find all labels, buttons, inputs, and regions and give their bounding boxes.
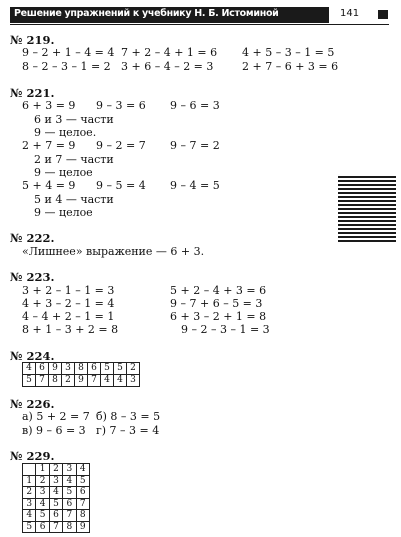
table-cell: 7 [49,521,62,533]
table-cell: 6 [63,498,76,510]
table-cell: 3 [63,464,76,476]
exercise-219-label: № 219. [10,33,55,47]
ex221-expr: 9 – 6 = 3 [170,99,220,112]
exercise-223-label: № 223. [10,270,55,284]
table-cell: 7 [88,375,101,387]
ex219-line: 7 + 2 – 4 + 1 = 6 [121,46,218,59]
table-cell: 6 [36,363,49,375]
table-cell: 9 [75,375,88,387]
ex221-note: 5 и 4 — части [34,193,114,206]
table-cell: 5 [114,363,127,375]
table-cell: 1 [36,464,49,476]
table-cell: 6 [88,363,101,375]
table-cell: 6 [36,521,49,533]
table-cell: 4 [23,363,36,375]
exercise-222-label: № 222. [10,231,55,245]
table-cell: 4 [23,510,36,522]
page-marker [378,10,388,19]
ex223-right-line: 9 – 2 – 3 – 1 = 3 [181,323,270,336]
ex223-left-line: 4 – 4 + 2 – 1 = 1 [22,310,115,323]
exercise-226-label: № 226. [10,397,55,411]
table-cell: 9 [49,363,62,375]
ex221-expr: 9 – 5 = 4 [96,179,146,192]
table-row [23,475,90,487]
ex219-line: 3 + 6 – 4 – 2 = 3 [121,60,214,73]
ex219-line: 2 + 7 – 6 + 3 = 6 [242,60,339,73]
table-cell: 8 [76,510,89,522]
ex226-item-a: а) 5 + 2 = 7 [22,410,90,423]
table-cell: 3 [62,363,75,375]
table-cell: 4 [49,487,62,499]
table-cell: 4 [101,375,114,387]
table-cell: 4 [63,475,76,487]
table-cell: 4 [36,498,49,510]
table-row [23,487,90,499]
ex221-expr: 5 + 4 = 9 [22,179,76,192]
table-cell: 5 [101,363,114,375]
ex221-note: 9 — целое [34,206,93,219]
ex221-note: 9 — целое [34,166,93,179]
table-cell: 1 [23,475,36,487]
table-cell: 8 [63,521,76,533]
ex221-expr: 2 + 7 = 9 [22,139,76,152]
table-cell: 2 [127,363,140,375]
ex223-left-line: 4 + 3 – 2 – 1 = 4 [22,297,115,310]
table-cell: 2 [36,475,49,487]
ex226-item-v: в) 9 – 6 = 3 [22,424,86,437]
ex219-line: 8 – 2 – 3 – 1 = 2 [22,60,111,73]
ex221-note: 6 и 3 — части [34,113,114,126]
table-cell: 2 [62,375,75,387]
side-stripes [338,176,396,245]
table-cell: 5 [36,510,49,522]
table-cell: 5 [49,498,62,510]
exercise-229-label: № 229. [10,449,55,463]
ex221-expr: 9 – 4 = 5 [170,179,220,192]
table-cell: 6 [76,487,89,499]
ex221-expr: 9 – 7 = 2 [170,139,220,152]
ex224-table [22,362,140,387]
table-row [23,375,140,387]
ex221-note: 9 — целое. [34,126,97,139]
table-cell: 9 [76,521,89,533]
ex221-note: 2 и 7 — части [34,153,114,166]
table-cell: 3 [127,375,140,387]
table-cell: 7 [36,375,49,387]
ex223-right-line: 5 + 2 – 4 + 3 = 6 [170,284,267,297]
table-cell: 2 [23,487,36,499]
table-cell: 4 [76,464,89,476]
ex221-expr: 9 – 2 = 7 [96,139,146,152]
exercise-224-label: № 224. [10,349,55,363]
table-cell: 5 [76,475,89,487]
table-cell: 3 [36,487,49,499]
ex221-expr: 9 – 3 = 6 [96,99,146,112]
table-cell: 5 [23,521,36,533]
header-rule [10,24,389,25]
exercise-221-label: № 221. [10,86,55,100]
table-row [23,521,90,533]
ex219-line: 9 – 2 + 1 – 4 = 4 [22,46,115,59]
table-row [23,464,90,476]
ex223-right-line: 6 + 3 – 2 + 1 = 8 [170,310,267,323]
table-row [23,498,90,510]
table-cell: 5 [63,487,76,499]
table-cell: 8 [75,363,88,375]
page-number: 141 [340,8,360,19]
ex221-expr: 6 + 3 = 9 [22,99,76,112]
ex223-left-line: 8 + 1 – 3 + 2 = 8 [22,323,119,336]
table-cell: 8 [49,375,62,387]
ex229-table [22,463,90,533]
table-cell [23,464,36,476]
table-row [23,363,140,375]
ex219-line: 4 + 5 – 3 – 1 = 5 [242,46,335,59]
table-cell: 6 [49,510,62,522]
table-cell: 3 [49,475,62,487]
ex223-right-line: 9 – 7 + 6 – 5 = 3 [170,297,263,310]
table-cell: 5 [23,375,36,387]
ex222-text: «Лишнее» выражение — 6 + 3. [22,245,205,258]
ex223-left-line: 3 + 2 – 1 – 1 = 3 [22,284,115,297]
table-cell: 3 [23,498,36,510]
table-cell: 4 [114,375,127,387]
ex226-item-g: г) 7 – 3 = 4 [96,424,160,437]
ex226-item-b: б) 8 – 3 = 5 [96,410,161,423]
table-cell: 2 [49,464,62,476]
table-cell: 7 [63,510,76,522]
header-title: Решение упражнений к учебнику Н. Б. Истоминой [14,8,279,19]
table-row [23,510,90,522]
table-cell: 7 [76,498,89,510]
